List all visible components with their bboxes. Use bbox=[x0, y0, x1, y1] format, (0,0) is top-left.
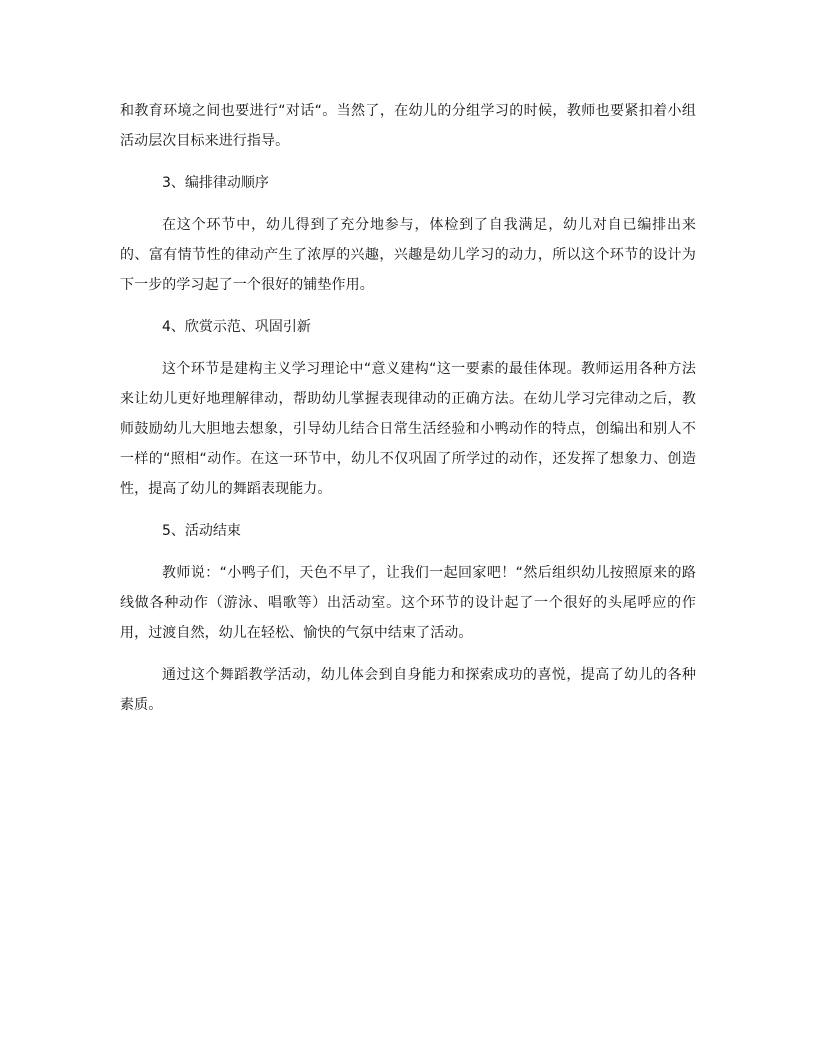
body-paragraph: 这个环节是建构主义学习理论中“意义建构“这一要素的最佳体现。教师运用各种方法来让幼儿更好地理解律动，帮助幼儿掌握表现律动的正确方法。在幼儿学习完律动之后，教师鼓励幼儿大胆地去想象，引导幼儿结合日常生活经验和小鸭动作的特点，创编出和别人不一样的“照相“动作。在这一环节中，幼儿不仅巩固了所学过的动作，还发挥了想象力、创造性，提高了幼儿的舞蹈表现能力。 bbox=[120, 361, 696, 497]
body-paragraph: 教师说：“小鸭子们，天色不早了，让我们一起回家吧！“然后组织幼儿按照原来的路线做各种动作（游泳、唱歌等）出活动室。这个环节的设计起了一个很好的头尾呼应的作用，过渡自然，幼儿在轻松、愉快的气氛中结束了活动。 bbox=[120, 565, 696, 641]
section-heading: 4、欣赏示范、巩固引新 bbox=[162, 319, 311, 335]
document-body bbox=[120, 96, 696, 732]
section-heading: 3、编排律动顺序 bbox=[162, 175, 269, 191]
body-paragraph: 通过这个舞蹈教学活动，幼儿体会到自身能力和探索成功的喜悦，提高了幼儿的各种素质。 bbox=[120, 667, 696, 713]
section-heading: 5、活动结束 bbox=[162, 523, 241, 539]
body-paragraph: 在这个环节中，幼儿得到了充分地参与，体检到了自我满足，幼儿对自已编排出来的、富有情节性的律动产生了浓厚的兴趣，兴趣是幼儿学习的动力，所以这个环节的设计为下一步的学习起了一个很好的铺垫作用。 bbox=[120, 217, 696, 293]
body-paragraph: 和教育环境之间也要进行“对话“。当然了，在幼儿的分组学习的时候，教师也要紧扣着小组活动层次目标来进行指导。 bbox=[120, 103, 696, 149]
